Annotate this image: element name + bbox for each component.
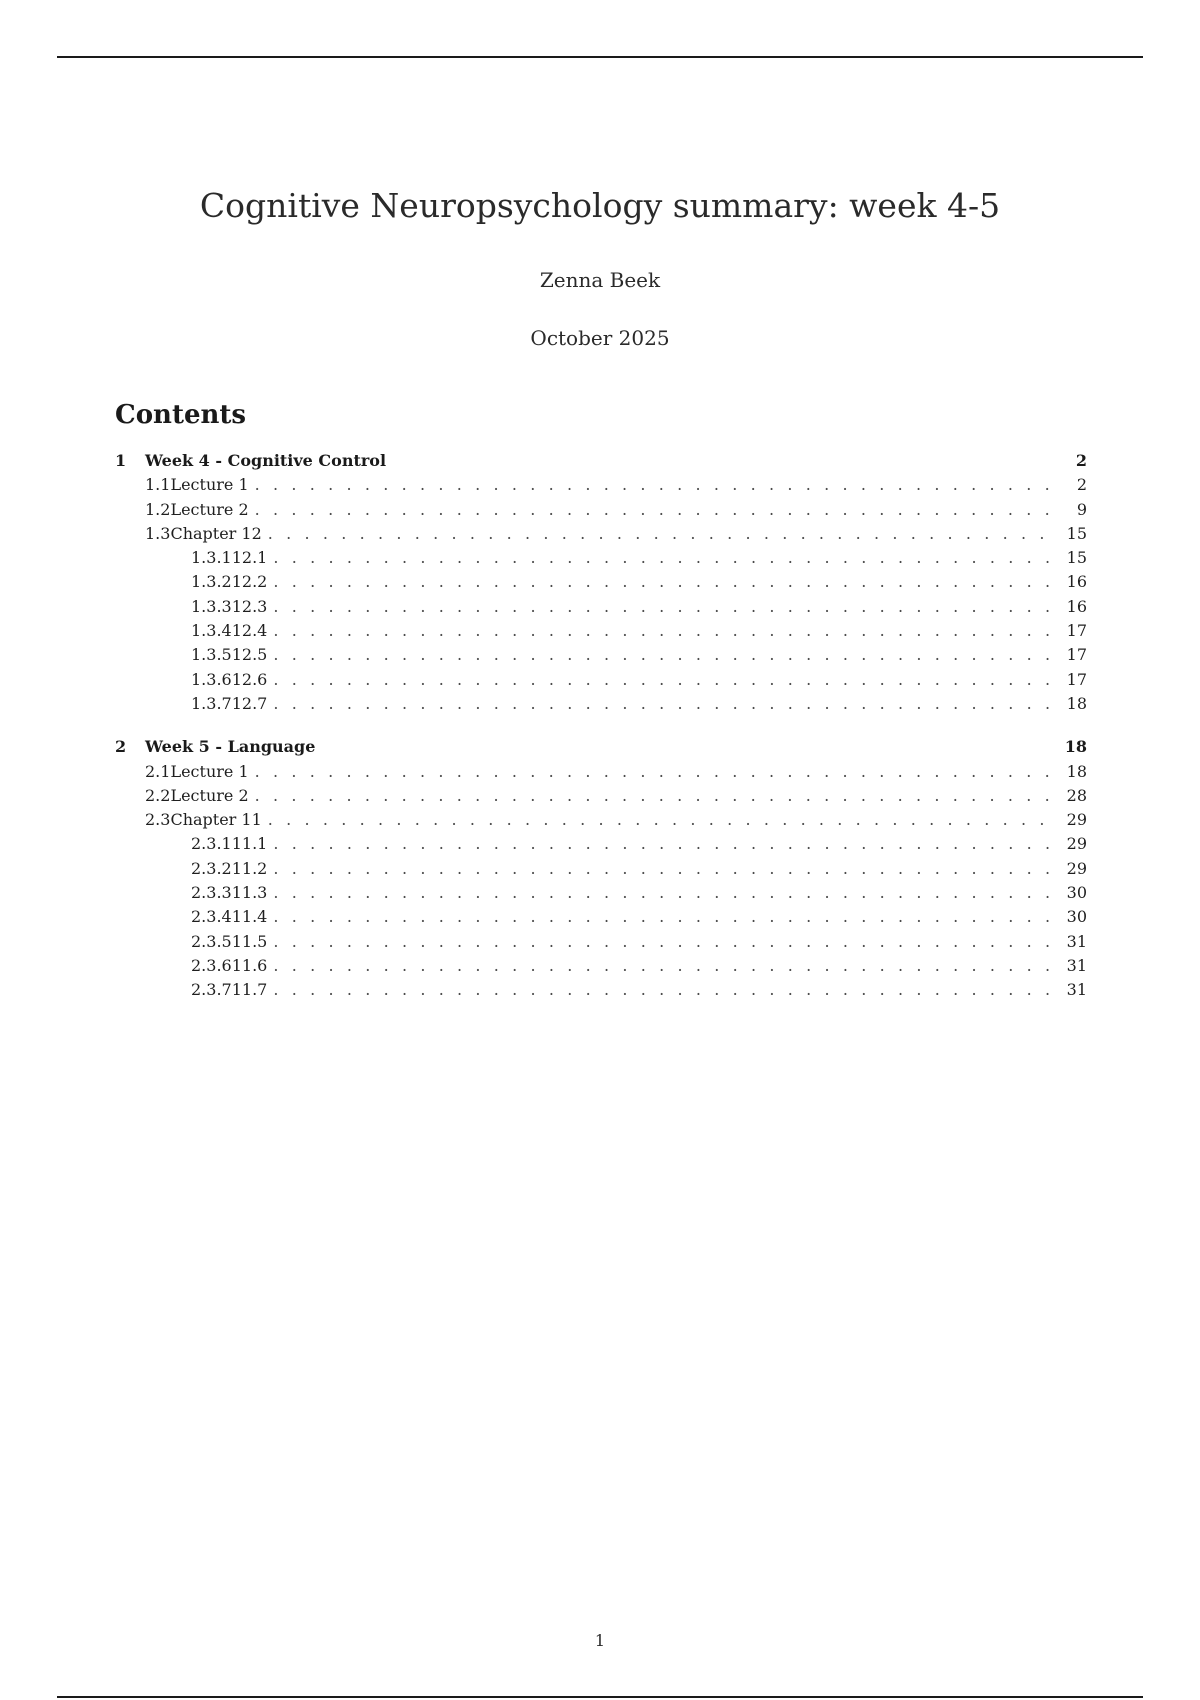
toc-subsection[interactable] (115, 524, 1087, 548)
footer-rule (57, 1696, 1143, 1698)
header-rule (57, 56, 1143, 58)
toc-entry-label: Chapter 12 (170, 523, 262, 543)
toc-entry-label: 11.1 (231, 834, 268, 854)
toc-dot-leader (273, 883, 1057, 902)
toc-entry-page: 18 (1064, 737, 1087, 757)
toc-subsubsection[interactable] (115, 645, 1087, 669)
document-author: Zenna Beek (539, 268, 661, 292)
toc-entry-label: 12.5 (231, 645, 268, 665)
toc-entry-page: 29 (1066, 858, 1087, 878)
toc-entry-number: 1.3 (145, 523, 171, 543)
toc-entry-page: 16 (1066, 596, 1087, 616)
toc-entry-label: 11.2 (231, 858, 268, 878)
toc-subsubsection[interactable] (115, 932, 1087, 956)
toc-entry-label: 12.1 (231, 548, 268, 568)
toc-entry-label: Lecture 2 (170, 499, 249, 519)
toc-entry-number: 2.3.3 (191, 883, 232, 903)
toc-entry-page: 15 (1066, 523, 1087, 543)
toc-entry-label: 12.6 (231, 669, 268, 689)
toc-entry-page: 29 (1066, 810, 1087, 830)
toc-subsection[interactable] (115, 475, 1087, 499)
toc-dot-leader (273, 621, 1057, 640)
document-date: October 2025 (530, 326, 670, 350)
toc-subsubsection[interactable] (115, 834, 1087, 858)
toc-entry-label: Lecture 1 (170, 475, 249, 495)
toc-entry-number: 1 (115, 451, 127, 470)
toc-dot-leader (268, 524, 1057, 543)
toc-section[interactable] (115, 451, 1087, 475)
toc-dot-leader (273, 645, 1057, 664)
toc-entry-page: 30 (1066, 883, 1087, 903)
toc-dot-leader (273, 572, 1057, 591)
toc-entry-page: 2 (1075, 451, 1087, 470)
toc-entry-label: 11.5 (231, 931, 268, 951)
toc-entry-number: 1.3.4 (191, 621, 232, 641)
contents-heading: Contents (115, 400, 247, 430)
toc-entry-number: 1.1 (145, 475, 171, 495)
toc-entry-number: 1.3.3 (191, 596, 232, 616)
toc-dot-leader (255, 786, 1057, 805)
toc-entry-page: 29 (1066, 834, 1087, 854)
toc-entry-page: 31 (1066, 980, 1087, 1000)
toc-entry-page: 17 (1066, 645, 1087, 665)
toc-entry-page: 17 (1066, 621, 1087, 641)
toc-entry-label: 11.6 (231, 955, 268, 975)
toc-entry-number: 2.3.5 (191, 931, 232, 951)
toc-dot-leader (273, 956, 1057, 975)
toc-dot-leader (273, 980, 1057, 999)
toc-entry-label: 12.4 (231, 621, 268, 641)
toc-entry-number: 1.3.7 (191, 693, 232, 713)
toc-entry-label: 11.4 (231, 907, 268, 927)
toc-entry-label: 12.2 (231, 572, 268, 592)
toc-subsubsection[interactable] (115, 980, 1087, 1004)
toc-dot-leader (268, 810, 1057, 829)
toc-entry-number: 2.3.6 (191, 955, 232, 975)
table-of-contents (115, 451, 1087, 1005)
toc-dot-leader (273, 834, 1057, 853)
toc-entry-label: Lecture 1 (170, 761, 249, 781)
toc-dot-leader (255, 762, 1057, 781)
toc-entry-number: 1.3.2 (191, 572, 232, 592)
toc-entry-label: Week 5 - Language (145, 737, 316, 757)
toc-dot-leader (255, 500, 1057, 519)
toc-section[interactable] (115, 737, 1087, 761)
toc-subsubsection[interactable] (115, 907, 1087, 931)
toc-subsubsection[interactable] (115, 670, 1087, 694)
toc-entry-label: Chapter 11 (170, 810, 262, 830)
toc-entry-page: 18 (1066, 761, 1087, 781)
toc-entry-number: 2.3.2 (191, 858, 232, 878)
toc-subsubsection[interactable] (115, 694, 1087, 718)
toc-dot-leader (255, 475, 1057, 494)
toc-entry-number: 1.3.1 (191, 548, 232, 568)
toc-subsubsection[interactable] (115, 956, 1087, 980)
toc-subsubsection[interactable] (115, 621, 1087, 645)
toc-entry-page: 28 (1066, 785, 1087, 805)
toc-subsubsection[interactable] (115, 883, 1087, 907)
toc-dot-leader (273, 694, 1057, 713)
toc-entry-number: 2.3 (145, 810, 171, 830)
toc-subsubsection[interactable] (115, 859, 1087, 883)
toc-entry-number: 1.2 (145, 499, 171, 519)
toc-dot-leader (273, 932, 1057, 951)
toc-subsubsection[interactable] (115, 548, 1087, 572)
toc-entry-number: 2.3.7 (191, 980, 232, 1000)
toc-subsection[interactable] (115, 762, 1087, 786)
toc-entry-page: 31 (1066, 955, 1087, 975)
toc-entry-page: 16 (1066, 572, 1087, 592)
toc-entry-page: 15 (1066, 548, 1087, 568)
toc-entry-number: 2.3.4 (191, 907, 232, 927)
toc-subsection[interactable] (115, 810, 1087, 834)
toc-dot-leader (273, 597, 1057, 616)
page-number: 1 (594, 1631, 606, 1650)
toc-entry-number: 2 (115, 737, 127, 757)
toc-entry-label: 11.7 (231, 980, 268, 1000)
toc-dot-leader (273, 670, 1057, 689)
toc-entry-label: 12.7 (231, 693, 268, 713)
toc-subsection[interactable] (115, 500, 1087, 524)
toc-entry-label: 12.3 (231, 596, 268, 616)
toc-entry-page: 9 (1076, 499, 1087, 519)
toc-entry-page: 30 (1066, 907, 1087, 927)
toc-subsection[interactable] (115, 786, 1087, 810)
toc-entry-page: 17 (1066, 669, 1087, 689)
toc-entry-number: 2.2 (145, 785, 171, 805)
toc-entry-page: 31 (1066, 931, 1087, 951)
toc-entry-page: 2 (1076, 475, 1087, 495)
toc-dot-leader (273, 859, 1057, 878)
toc-entry-number: 1.3.6 (191, 669, 232, 689)
toc-entry-number: 2.3.1 (191, 834, 232, 854)
toc-dot-leader (273, 548, 1057, 567)
toc-entry-label: Lecture 2 (170, 785, 249, 805)
toc-entry-label: Week 4 - Cognitive Control (145, 451, 387, 470)
toc-subsubsection[interactable] (115, 572, 1087, 596)
document-title: Cognitive Neuropsychology summary: week 4-5 (199, 186, 1001, 225)
toc-entry-page: 18 (1066, 693, 1087, 713)
toc-subsubsection[interactable] (115, 597, 1087, 621)
toc-entry-number: 2.1 (145, 761, 171, 781)
toc-entry-label: 11.3 (231, 883, 268, 903)
toc-entry-number: 1.3.5 (191, 645, 232, 665)
toc-dot-leader (273, 907, 1057, 926)
